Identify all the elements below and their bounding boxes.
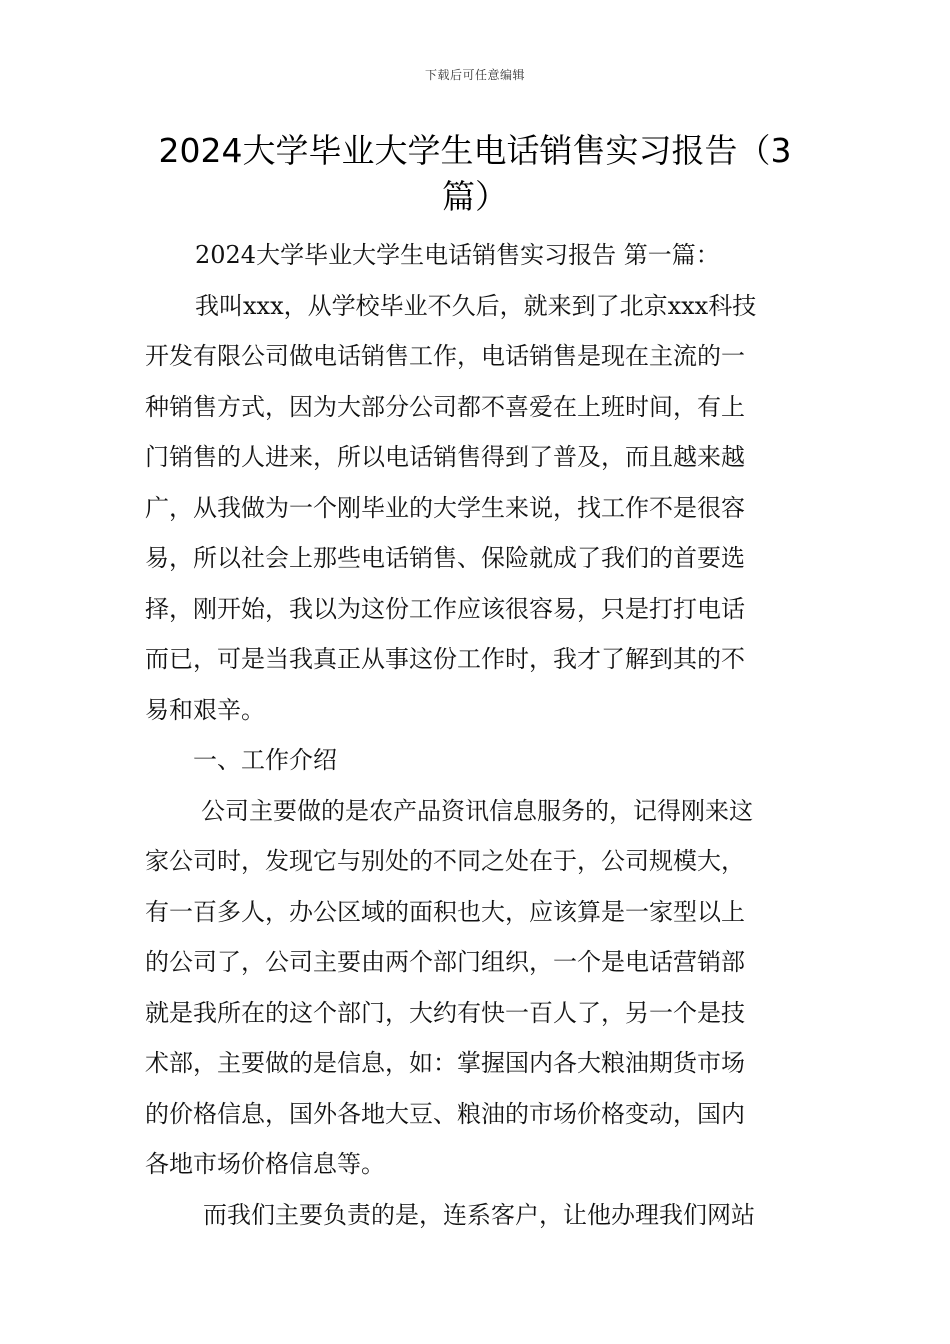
paragraph-line: 术部，主要做的是信息，如：掌握国内各大粮油期货市场 — [145, 1049, 745, 1077]
paragraph-line: 而我们主要负责的是，连系客户，让他办理我们网站 — [203, 1200, 755, 1229]
paragraph-line: 我叫xxx，从学校毕业不久后，就来到了北京xxx科技 — [195, 291, 757, 320]
paragraph-line: 的价格信息，国外各地大豆、粮油的市场价格变动，国内 — [145, 1099, 745, 1128]
document-title — [140, 128, 810, 220]
document-body — [145, 230, 810, 1240]
paragraph-line: 的公司了，公司主要由两个部门组织，一个是电话营销部 — [145, 948, 745, 976]
section-heading-part-one: 2024大学毕业大学生电话销售实习报告 第一篇： — [195, 241, 720, 269]
paragraph-line: 而已，可是当我真正从事这份工作时，我才了解到其的不 — [145, 645, 745, 673]
paragraph-line: 易和艰辛。 — [145, 695, 265, 724]
document-title-line-2: 篇） — [442, 177, 508, 216]
paragraph-line: 就是我所在的这个部门，大约有快一百人了，另一个是技 — [145, 998, 745, 1027]
paragraph-line: 家公司时，发现它与别处的不同之处在于，公司规模大， — [145, 847, 745, 875]
paragraph-line: 种销售方式，因为大部分公司都不喜爱在上班时间，有上 — [145, 392, 745, 421]
page-header-note: 下载后可任意编辑 — [424, 68, 525, 82]
paragraph-line: 广，从我做为一个刚毕业的大学生来说，找工作不是很容 — [145, 493, 745, 522]
paragraph-line: 有一百多人，办公区域的面积也大，应该算是一家型以上 — [145, 897, 745, 926]
paragraph-line: 各地市场价格信息等。 — [145, 1150, 385, 1178]
paragraph-line: 易，所以社会上那些电话销售、保险就成了我们的首要选 — [145, 544, 745, 572]
paragraph-line: 门销售的人进来，所以电话销售得到了普及，而且越来越 — [145, 443, 745, 471]
document-title-line-1: 2024大学毕业大学生电话销售实习报告（3 — [158, 131, 792, 170]
paragraph-line: 择，刚开始，我以为这份工作应该很容易，只是打打电话 — [145, 594, 745, 623]
paragraph-line: 开发有限公司做电话销售工作，电话销售是现在主流的一 — [145, 342, 745, 370]
paragraph-line: 公司主要做的是农产品资讯信息服务的，记得刚来这 — [201, 796, 753, 825]
subsection-heading-work-intro: 一、工作介绍 — [193, 746, 337, 774]
